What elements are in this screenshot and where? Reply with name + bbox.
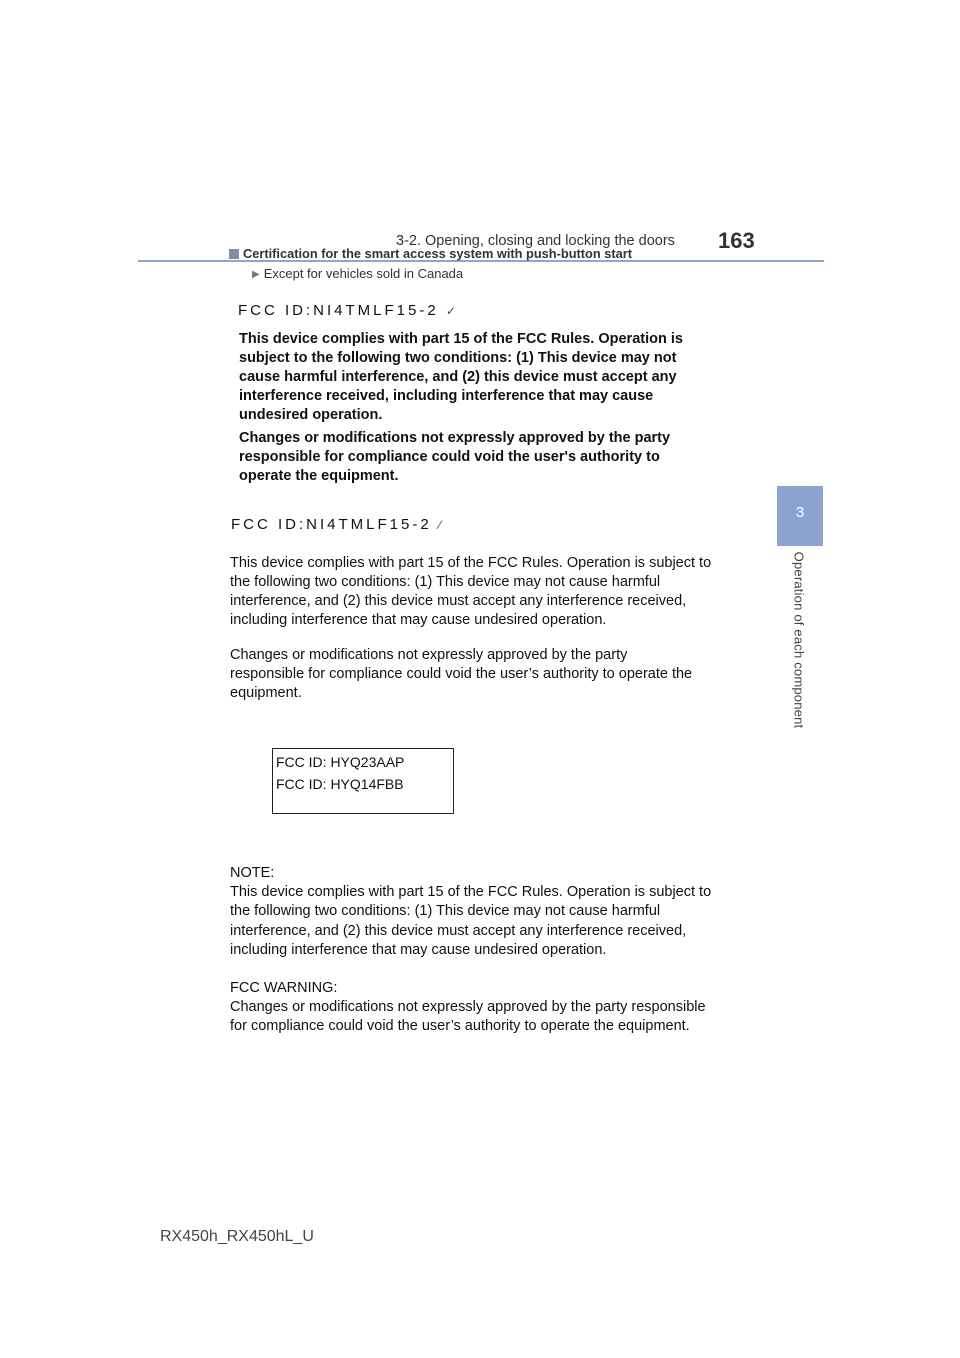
section-title: 3-2. Opening, closing and locking the doors [396, 233, 675, 249]
triangle-bullet-icon: ▶ [252, 269, 260, 280]
fcc-id-block2 [231, 516, 441, 533]
section-heading [229, 246, 632, 261]
block1-paragraph2: Changes or modifications not expressly approved by the party responsible for compliance could void the user's authority to operate the equipment. [239, 430, 671, 484]
chapter-label: Operation of each component [791, 551, 807, 729]
fcc-id-label-box [272, 748, 454, 814]
chapter-number: 3 [795, 504, 805, 521]
square-bullet-icon [229, 249, 239, 259]
block2-paragraph2: Changes or modifications not expressly approved by the party responsible for compliance could void the user’s authority to operate the equipment. [230, 647, 693, 701]
subheading-text: Except for vehicles sold in Canada [263, 266, 464, 281]
block1-paragraph1: This device complies with part 15 of the FCC Rules. Operation is subject to the following two conditions: (1) This device may not cause harmful interference, and (2) this device must accept any interference received, including interference that may cause undesired operation. [239, 331, 683, 423]
fcc-id-text: FCC ID:NI4TMLF15-2 [238, 302, 439, 319]
subheading [252, 266, 463, 281]
block2-paragraph1: This device complies with part 15 of the FCC Rules. Operation is subject to the following two conditions: (1) This device may not cause harmful interference, and (2) this device must accept any interference received, including interference that may cause undesired operation. [230, 555, 712, 628]
note-block [230, 864, 720, 1037]
page-number: 163 [718, 228, 755, 253]
note-title: NOTE: [230, 865, 275, 881]
note-text: This device complies with part 15 of the FCC Rules. Operation is subject to the following two conditions: (1) This device may not cause harmful interference, and (2) this device must accept any interference received, including interference that may cause undesired operation. [230, 884, 712, 958]
check-mark-icon: ⁄ [438, 518, 441, 532]
label-line: FCC ID: HYQ14FBB [276, 776, 404, 792]
fcc-id-block1 [238, 302, 456, 319]
model-code: RX450h_RX450hL_U [160, 1228, 314, 1245]
section-heading-text: Certification for the smart access system with push-button start [243, 246, 632, 261]
label-line: FCC ID: HYQ23AAP [276, 754, 405, 770]
warning-title: FCC WARNING: [230, 980, 338, 997]
fcc-id-text: FCC ID:NI4TMLF15-2 [231, 516, 432, 533]
chapter-tab [777, 486, 823, 546]
warning-text: Changes or modifications not expressly approved by the party responsible for compliance could void the user’s authority to operate the equipment. [230, 999, 706, 1035]
check-mark-icon: ✓ [445, 304, 456, 318]
